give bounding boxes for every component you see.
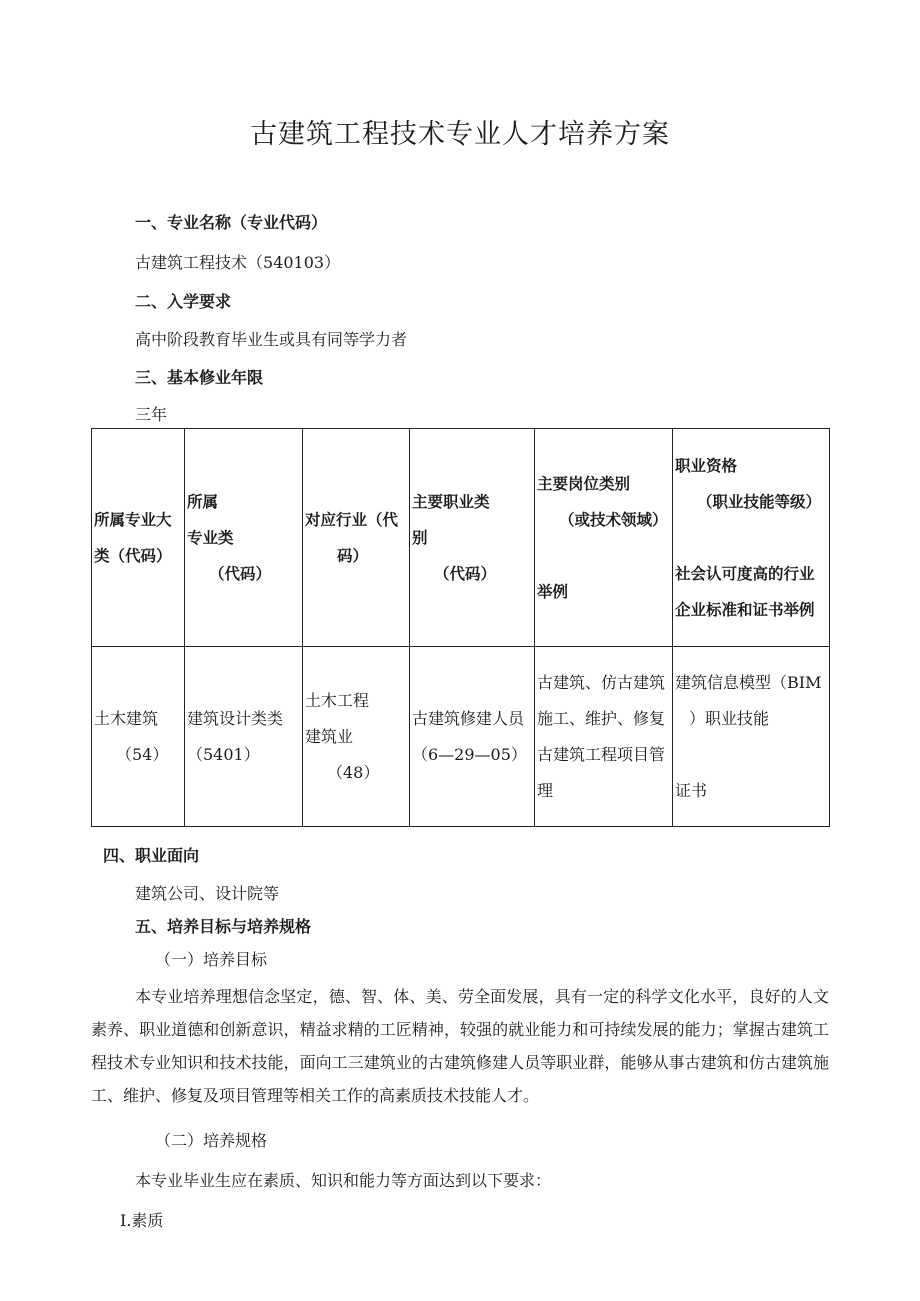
header-line: 主要岗位类别 — [537, 474, 631, 493]
header-major-category — [92, 429, 185, 647]
cell-line: 古建筑修建人员 — [412, 708, 525, 728]
subsection-spec-heading: （二）培养规格 — [155, 1131, 268, 1150]
header-line: 主要职业类 — [412, 492, 490, 511]
table-row — [92, 647, 830, 827]
header-line: （代码） — [434, 564, 497, 583]
header-line: 举例 — [537, 582, 569, 601]
header-line: 企业标准和证书举例 — [675, 600, 815, 619]
section-4-body: 建筑公司、设计院等 — [135, 884, 280, 903]
section-3-body: 三年 — [135, 405, 168, 424]
cell-line: 土木建筑 — [94, 708, 159, 728]
header-line: 类（代码） — [94, 546, 172, 565]
section-4-heading: 四、职业面向 — [103, 846, 200, 865]
cell-line: 理 — [537, 780, 554, 800]
header-major-class — [185, 429, 303, 647]
cell-line: （6—29—05） — [412, 744, 527, 764]
spec-requirements: 本专业毕业生应在素质、知识和能力等方面达到以下要求： — [135, 1171, 552, 1190]
table-header-row — [92, 429, 830, 647]
cell-major-class — [185, 647, 303, 827]
header-line: （职业技能等级） — [697, 492, 822, 511]
header-line: 社会认可度高的行业 — [675, 564, 815, 583]
cell-industry — [303, 647, 410, 827]
header-line: 码） — [337, 546, 369, 565]
section-1-heading: 一、专业名称（专业代码） — [135, 213, 328, 232]
cell-line: 古建筑工程项目管 — [537, 744, 666, 764]
goal-paragraph: 本专业培养理想信念坚定，德、智、体、美、劳全面发展，具有一定的科学文化水平，良好的人文素养、职业道德和创新意识，精益求精的工匠精神，较强的就业能力和可持续发展的能力；掌握古建筑工程技术专业知识和技术技能，面向工三建筑业的古建筑修建人员等职业群，能够从事古建筑和仿古建筑施工、维护、修复及项目管理等相关工作的高素质技术技能人才。 — [91, 987, 829, 1105]
page-title: 古建筑工程技术专业人才培养方案 — [250, 119, 670, 150]
header-line: 别 — [412, 528, 428, 547]
section-1-body: 古建筑工程技术（540103） — [135, 253, 341, 272]
header-line: （或技术领域） — [559, 510, 668, 529]
header-line: 所属专业大 — [94, 510, 172, 529]
cell-line: 建筑设计类类 — [187, 708, 284, 728]
cell-line: 建筑信息模型（BIM — [675, 672, 822, 692]
header-occupation — [410, 429, 535, 647]
section-2-heading: 二、入学要求 — [135, 292, 232, 311]
header-positions — [535, 429, 673, 647]
cell-line: ）职业技能 — [689, 708, 770, 728]
major-info-table — [91, 428, 830, 827]
header-line: 职业资格 — [675, 456, 738, 475]
cell-line: （54） — [116, 744, 169, 764]
cell-line: （48） — [327, 762, 380, 782]
header-line: 对应行业（代 — [305, 510, 399, 529]
header-line: 专业类 — [187, 528, 234, 547]
cell-qualifications — [673, 647, 830, 827]
spec-item-quality: I.素质 — [120, 1211, 164, 1230]
section-3-heading: 三、基本修业年限 — [135, 368, 264, 387]
cell-line: 古建筑、仿古建筑 — [537, 672, 666, 692]
cell-line: 土木工程 — [305, 690, 370, 710]
header-qualifications — [673, 429, 830, 647]
subsection-goal-heading: （一）培养目标 — [155, 950, 268, 969]
cell-line: 建筑业 — [305, 726, 354, 746]
cell-positions — [535, 647, 673, 827]
cell-line: 施工、维护、修复 — [537, 708, 666, 728]
cell-major-category — [92, 647, 185, 827]
section-5-heading: 五、培养目标与培养规格 — [135, 917, 312, 936]
header-line: （代码） — [209, 564, 272, 583]
header-line: 所属 — [187, 492, 219, 511]
cell-line: 证书 — [675, 780, 708, 800]
cell-line: （5401） — [187, 744, 260, 764]
cell-occupation — [410, 647, 535, 827]
header-industry — [303, 429, 410, 647]
section-2-body: 高中阶段教育毕业生或具有同等学力者 — [135, 330, 408, 349]
